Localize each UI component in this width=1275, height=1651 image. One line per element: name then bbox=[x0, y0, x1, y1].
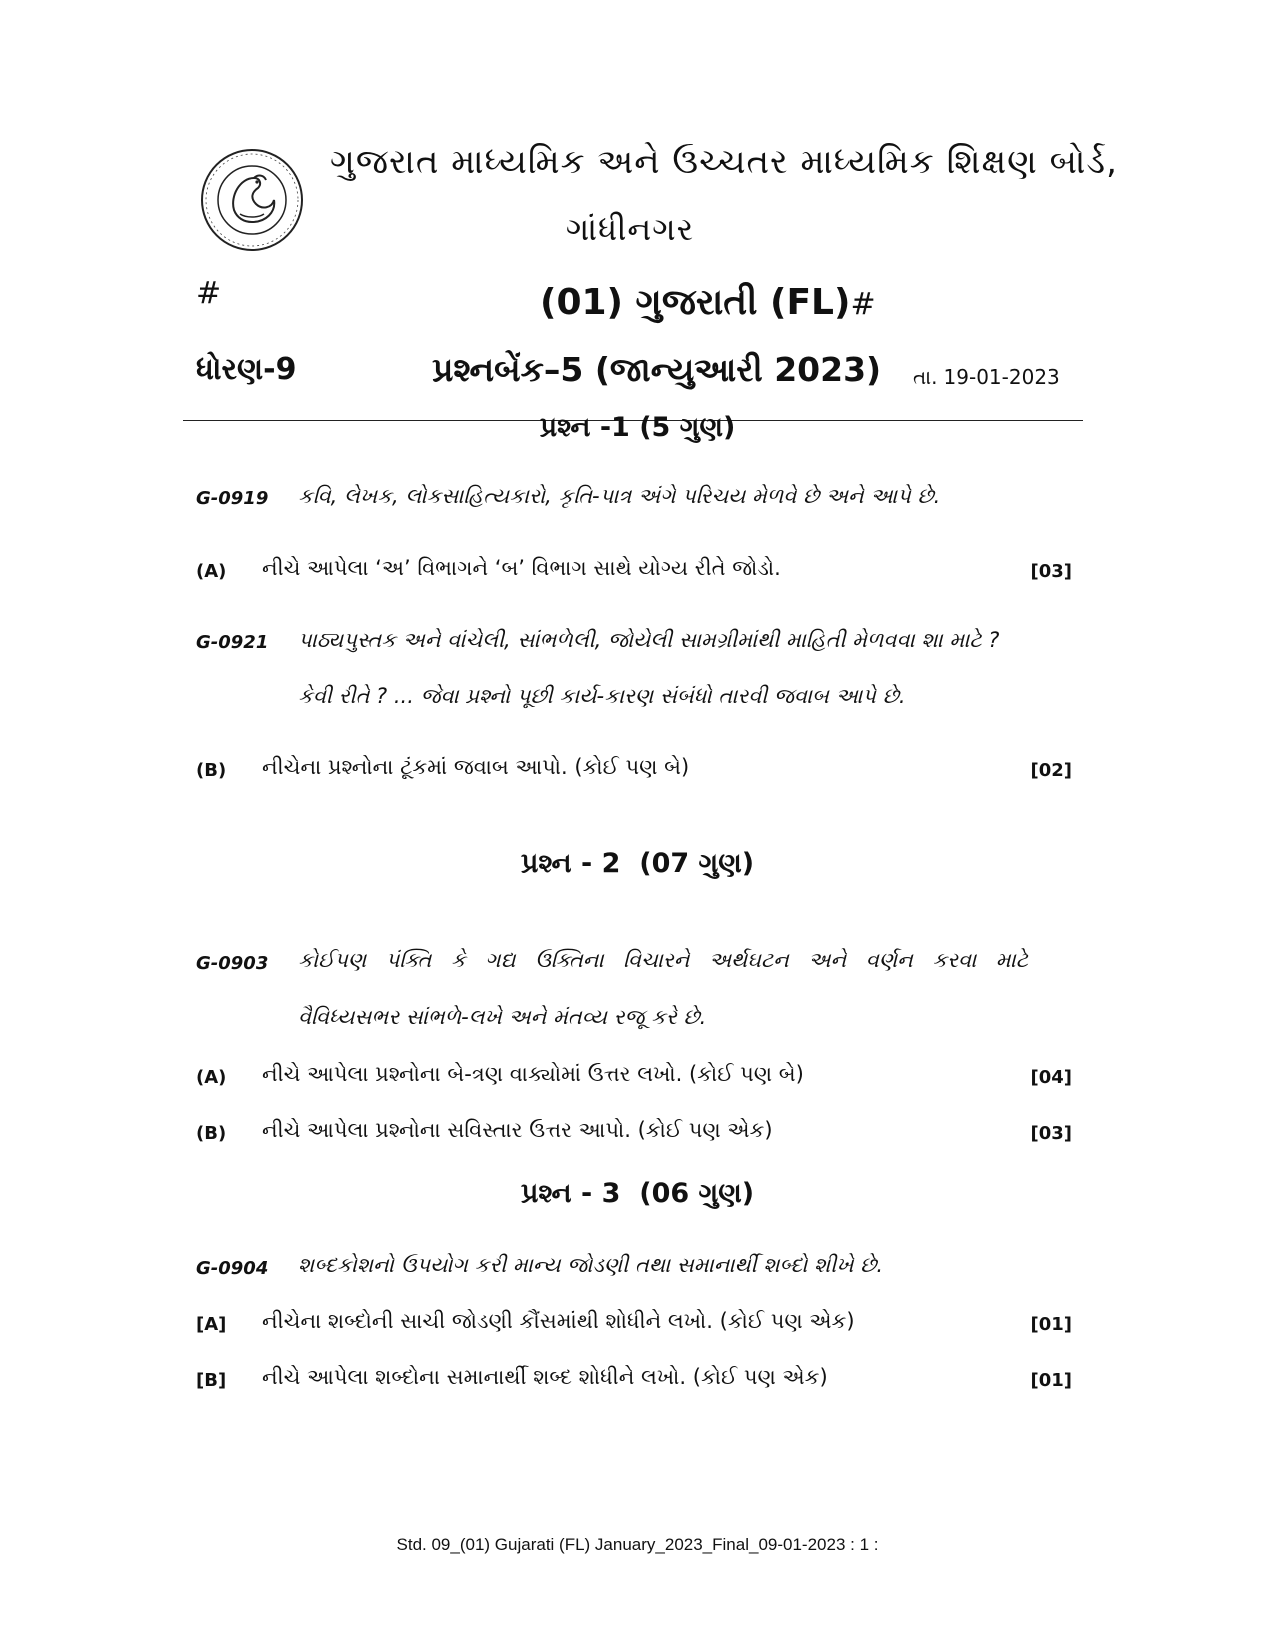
task-label: (A) bbox=[196, 1067, 227, 1088]
task-text: નીચે આપેલા પ્રશ્નોના બે-ત્રણ વાક્યોમાં ઉત્તર લખો. (કોઈ પણ બે) bbox=[262, 1062, 804, 1086]
subject-hash: # bbox=[850, 287, 876, 322]
task-label: [B] bbox=[196, 1370, 227, 1391]
objective-code: G-0903 bbox=[196, 953, 269, 974]
question-2-heading: પ્રશ્ન - 2 (07 ગુણ) bbox=[520, 848, 755, 879]
objective-code: G-0919 bbox=[196, 488, 269, 509]
date-label: તા. bbox=[913, 365, 938, 389]
objective-text: કવિ, લેખક, લોકસાહિત્યકારો, કૃતિ-પાત્ર અંગે પરિચય મેળવે છે અને આપે છે. bbox=[298, 484, 941, 508]
standard-label: ધોરણ-9 bbox=[196, 352, 297, 387]
board-city: ગાંધીનગર bbox=[565, 210, 695, 248]
board-seal-logo bbox=[200, 148, 304, 252]
question-3-heading: પ્રશ્ન - 3 (06 ગુણ) bbox=[520, 1178, 755, 1209]
task-marks: [01] bbox=[1030, 1370, 1072, 1391]
task-label: (A) bbox=[196, 561, 227, 582]
subject-title bbox=[540, 282, 876, 324]
objective-text: પાઠ્યપુસ્તક અને વાંચેલી, સાંભળેલી, જોયેલી સામગ્રીમાંથી માહિતી મેળવવા શા માટે ? bbox=[298, 628, 1000, 652]
subject-name: (01) ગુજરાતી (FL) bbox=[540, 282, 851, 323]
task-text: નીચેના પ્રશ્નોના ટૂંકમાં જવાબ આપો. (કોઈ પણ બે) bbox=[262, 755, 690, 779]
task-marks: [03] bbox=[1030, 1123, 1072, 1144]
task-marks: [02] bbox=[1030, 760, 1072, 781]
task-label: [A] bbox=[196, 1314, 227, 1335]
task-label: (B) bbox=[196, 760, 227, 781]
board-name: ગુજરાત માધ્યમિક અને ઉચ્ચતર માધ્યમિક શિક્ષણ બોર્ડ, bbox=[330, 142, 1118, 182]
task-marks: [01] bbox=[1030, 1314, 1072, 1335]
question-bank-title: પ્રશ્નબેંક–5 (જાન્યુઆરી 2023) bbox=[432, 350, 882, 389]
task-text: નીચે આપેલા પ્રશ્નોના સવિસ્તાર ઉત્તર આપો. (કોઈ પણ એક) bbox=[262, 1118, 773, 1142]
objective-code: G-0921 bbox=[196, 632, 269, 653]
question-1-heading: પ્રશ્ન -1 (5 ગુણ) bbox=[539, 412, 736, 443]
page-footer: Std. 09_(01) Gujarati (FL) January_2023_Final_09-01-2023 : 1 : bbox=[396, 1535, 879, 1554]
date bbox=[913, 365, 1060, 389]
task-label: (B) bbox=[196, 1123, 227, 1144]
task-text: નીચેના શબ્દોની સાચી જોડણી કૌંસમાંથી શોધીને લખો. (કોઈ પણ એક) bbox=[262, 1309, 855, 1333]
objective-code: G-0904 bbox=[196, 1258, 269, 1279]
objective-text: કોઈપણ પંક્તિ કે ગદ્ય ઉક્તિના વિચારને અર્થઘટન અને વર્ણન કરવા માટે bbox=[298, 948, 1028, 972]
task-marks: [04] bbox=[1030, 1067, 1072, 1088]
objective-text: શબ્દકોશનો ઉપયોગ કરી માન્ય જોડણી તથા સમાનાર્થી શબ્દો શીખે છે. bbox=[298, 1253, 884, 1277]
task-text: નીચે આપેલા ‘અ’ વિભાગને ‘બ’ વિભાગ સાથે યોગ્ય રીતે જોડો. bbox=[262, 556, 781, 580]
objective-text: કેવી રીતે ? ... જેવા પ્રશ્નો પૂછી કાર્ય-કારણ સંબંધો તારવી જવાબ આપે છે. bbox=[298, 684, 906, 708]
date-value: 19-01-2023 bbox=[943, 365, 1060, 389]
hash-marker: # bbox=[196, 276, 222, 311]
task-marks: [03] bbox=[1030, 561, 1072, 582]
task-text: નીચે આપેલા શબ્દોના સમાનાર્થી શબ્દ શોધીને લખો. (કોઈ પણ એક) bbox=[262, 1365, 828, 1389]
objective-text: વૈવિધ્યસભર સાંભળે-લખે અને મંતવ્ય રજૂ કરે છે. bbox=[298, 1005, 707, 1029]
